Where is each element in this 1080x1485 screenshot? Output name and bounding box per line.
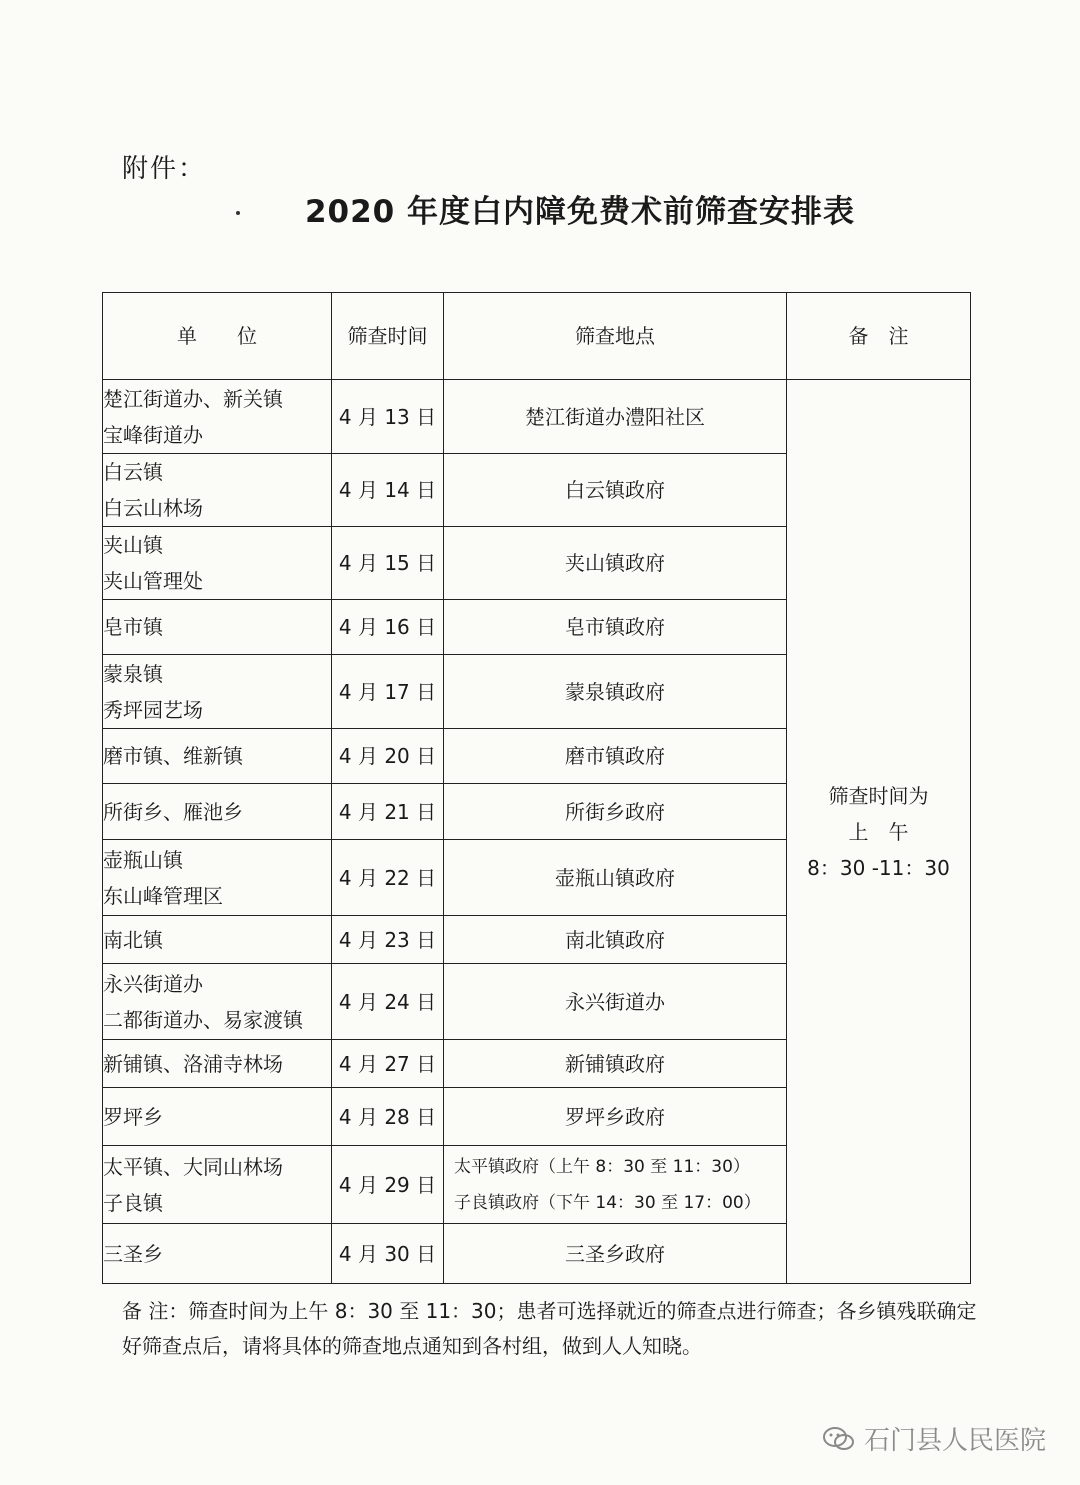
unit-line: 皂市镇 xyxy=(103,615,163,639)
place-line: 白云镇政府 xyxy=(565,478,665,502)
unit-line: 二都街道办、易家渡镇 xyxy=(103,1007,303,1032)
unit-line: 夹山管理处 xyxy=(103,569,203,593)
unit-cell xyxy=(103,454,332,527)
remark-line: 筛查时间为 xyxy=(828,783,929,808)
remark-line: 8：30 -11：30 xyxy=(807,855,950,880)
remark-line: 上 午 xyxy=(848,819,909,844)
unit-cell xyxy=(103,600,332,655)
place-cell xyxy=(444,1224,787,1284)
place-cell xyxy=(444,840,787,916)
place-line: 楚江街道办澧阳社区 xyxy=(525,404,705,429)
date-cell: 4 月 23 日 xyxy=(332,916,444,964)
unit-cell xyxy=(103,655,332,729)
date-cell: 4 月 21 日 xyxy=(332,784,444,840)
header-time: 筛查时间 xyxy=(332,293,444,380)
unit-cell xyxy=(103,840,332,916)
place-cell xyxy=(444,729,787,784)
unit-line: 夹山镇 xyxy=(103,533,163,557)
place-cell xyxy=(444,600,787,655)
place-line: 南北镇政府 xyxy=(565,927,665,952)
unit-cell xyxy=(103,1040,332,1088)
date-cell: 4 月 14 日 xyxy=(332,454,444,527)
header-unit: 单 位 xyxy=(103,293,332,380)
place-line: 皂市镇政府 xyxy=(565,615,665,639)
unit-line: 罗坪乡 xyxy=(103,1104,163,1129)
place-line: 子良镇政府（下午 14：30 至 17：00） xyxy=(454,1192,761,1213)
unit-line: 蒙泉镇 xyxy=(103,661,163,686)
date-cell: 4 月 28 日 xyxy=(332,1088,444,1146)
place-cell xyxy=(444,527,787,600)
table-header-row xyxy=(103,293,971,380)
footnote: 备 注：筛查时间为上午 8：30 至 11：30；患者可选择就近的筛查点进行筛查；各乡镇残联确定好筛查点后，请将具体的筛查地点通知到各村组，做到人人知晓。 xyxy=(122,1299,977,1358)
date-cell: 4 月 20 日 xyxy=(332,729,444,784)
remark-cell xyxy=(787,380,971,1284)
place-cell xyxy=(444,1088,787,1146)
attachment-label: 附件： xyxy=(122,154,207,184)
wechat-icon xyxy=(822,1425,856,1453)
place-cell xyxy=(444,1146,787,1224)
unit-line: 子良镇 xyxy=(103,1190,163,1215)
place-cell xyxy=(444,784,787,840)
unit-line: 白云山林场 xyxy=(103,496,203,520)
unit-line: 东山峰管理区 xyxy=(103,883,223,908)
unit-line: 宝峰街道办 xyxy=(103,422,203,447)
place-line: 蒙泉镇政府 xyxy=(565,679,665,704)
place-cell xyxy=(444,454,787,527)
date-cell: 4 月 15 日 xyxy=(332,527,444,600)
place-cell xyxy=(444,655,787,729)
unit-line: 南北镇 xyxy=(103,927,163,952)
unit-cell xyxy=(103,964,332,1040)
place-line: 太平镇政府（上午 8：30 至 11：30） xyxy=(454,1156,750,1177)
unit-line: 新铺镇、洛浦寺林场 xyxy=(103,1051,283,1076)
date-cell: 4 月 27 日 xyxy=(332,1040,444,1088)
place-line: 罗坪乡政府 xyxy=(565,1104,665,1129)
place-line: 磨市镇政府 xyxy=(565,744,665,768)
date-cell: 4 月 17 日 xyxy=(332,655,444,729)
unit-cell xyxy=(103,784,332,840)
date-cell: 4 月 30 日 xyxy=(332,1224,444,1284)
place-line: 永兴街道办 xyxy=(565,989,665,1014)
table-row xyxy=(103,380,971,454)
unit-line: 壶瓶山镇 xyxy=(103,847,183,872)
place-cell xyxy=(444,380,787,454)
unit-cell xyxy=(103,1088,332,1146)
unit-line: 磨市镇、维新镇 xyxy=(103,744,243,768)
unit-line: 楚江街道办、新关镇 xyxy=(103,386,283,411)
date-cell: 4 月 13 日 xyxy=(332,380,444,454)
date-cell: 4 月 22 日 xyxy=(332,840,444,916)
unit-cell xyxy=(103,527,332,600)
unit-cell xyxy=(103,380,332,454)
place-cell xyxy=(444,1040,787,1088)
watermark-text: 石门县人民医院 xyxy=(863,1426,1046,1456)
unit-line: 太平镇、大同山林场 xyxy=(103,1154,283,1179)
schedule-table xyxy=(102,292,971,1284)
date-cell: 4 月 16 日 xyxy=(332,600,444,655)
place-line: 三圣乡政府 xyxy=(565,1241,665,1266)
place-line: 所街乡政府 xyxy=(565,799,665,824)
date-cell: 4 月 24 日 xyxy=(332,964,444,1040)
date-cell: 4 月 29 日 xyxy=(332,1146,444,1224)
place-cell xyxy=(444,964,787,1040)
unit-line: 三圣乡 xyxy=(103,1241,163,1266)
unit-cell xyxy=(103,916,332,964)
place-line: 新铺镇政府 xyxy=(565,1051,665,1076)
place-cell xyxy=(444,916,787,964)
unit-line: 白云镇 xyxy=(103,460,163,484)
watermark xyxy=(822,1420,1046,1457)
unit-line: 秀坪园艺场 xyxy=(103,697,203,722)
document-title: 2020 年度白内障免费术前筛查安排表 xyxy=(304,194,856,230)
place-line: 夹山镇政府 xyxy=(565,551,665,575)
header-remark: 备 注 xyxy=(787,293,971,380)
unit-cell xyxy=(103,1146,332,1224)
unit-line: 永兴街道办 xyxy=(103,971,203,996)
unit-cell xyxy=(103,1224,332,1284)
place-line: 壶瓶山镇政府 xyxy=(555,865,675,890)
header-place: 筛查地点 xyxy=(444,293,787,380)
unit-line: 所街乡、雁池乡 xyxy=(103,799,243,824)
unit-cell xyxy=(103,729,332,784)
